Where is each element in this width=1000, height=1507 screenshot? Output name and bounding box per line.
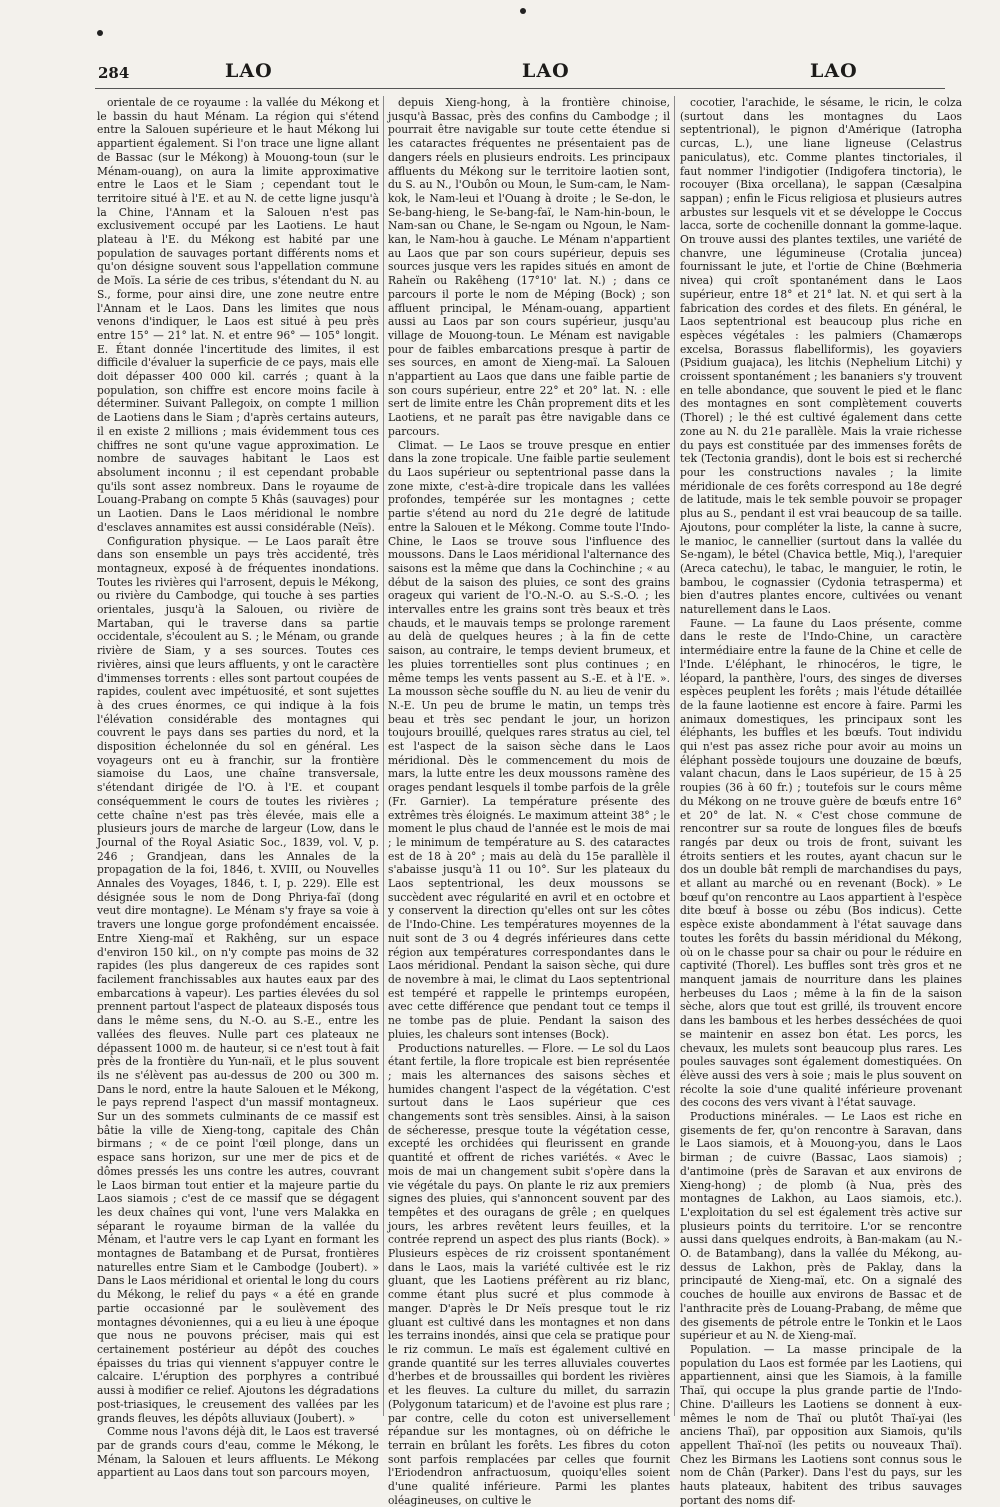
- paragraph: Configuration physique. — Le Laos paraît être dans son ensemble un pays très accidenté, très montagneux, exposé à de fréquentes inondations. Toutes les rivières qui l'arrosent, depuis le Mékong, ou rivière du Cambodge, qui touche à ses parties orientales, jusqu'à la Salouen, ou rivière de Martaban, qui le traverse dans sa partie occidentale, s'écoulent au S. ; le Ménam, ou grande rivière de Siam, y a ses sources. Toutes ces rivières, ainsi que leurs affluents, y ont le caractère d'immenses torrents : elles sont partout coupées de rapides, coulent avec impétuosité, et sont sujettes à des crues énormes, ce qui indique à la fois l'élévation considérable des montagnes qui couvrent le pays dans ses parties du nord, et la disposition échelonnée du sol en général. Les voyageurs ont eu à franchir, sur la frontière siamoise du Laos, une chaîne transversale, s'étendant dirigée de l'O. à l'E. et coupant conséquemment le cours de toutes les rivières ; cette chaîne n'est pas très élevée, mais elle a plusieurs jours de marche de largeur (Low, dans le Journal of the Royal Asiatic Soc., 1839, vol. V, p. 246 ; Grandjean, dans les Annales de la propagation de la foi, 1846, t. XVIII, ou Nouvelles Annales des Voyages, 1846, t. I, p. 229). Elle est désignée sous le nom de Dong Phriya-faï (dong veut dire montagne). Le Ménam s'y fraye sa voie à travers une longue gorge profondément encaissée. Entre Xieng-maï et Rakhêng, sur un espace d'environ 150 kil., on n'y compte pas moins de 32 rapides (les plus dangereux de ces rapides sont facilement franchissables aux hautes eaux par des embarcations à vapeur). Les parties élevées du sol prennent partout l'aspect de plateaux disposés tous dans le même sens, du N.-O. au S.-E., entre les vallées des fleuves. Nulle part ces plateaux ne dépassent 1000 m. de hauteur, si ce n'est tout à fait près de la frontière du Yun-naïi, et le plus souvent ils ne s'élèvent pas au-dessus de 200 ou 300 m. Dans le nord, entre la haute Salouen et le Mékong, le pays reprend l'aspect d'un massif montagneux. Sur un des sommets culminants de ce massif est bâtie la ville de Xieng-tong, capitale des Chân birmans ; « de ce point l'œil plonge, dans un espace sans horizon, sur une mer de pics et de dômes pressés les uns contre les autres, couvrant le Laos birman tout entier et la majeure partie du Laos siamois ; c'est de ce massif que se dégagent les deux chaînes qui vont, l'une vers Malakka en séparant le royaume birman de la vallée du Ménam, et l'autre vers le cap Lyant en formant les montagnes de Batambang et de Pursat, frontières naturelles entre Siam et le Cambodge (Joubert). » Dans le Laos méridional et oriental le long du cours du Mékong, le relief du pays « a été en grande partie occasionné par le soulèvement des montagnes dévoniennes, qui a eu lieu à une époque que nous ne pouvons préciser, mais qui est certainement postérieur au dépôt des couches épaisses du trias qui viennent s'appuyer contre le calcaire. L'éruption des porphyres a contribué aussi à modifier ce relief. Ajoutons les dégradations post-triasiques, le creusement des vallées par les grands fleuves, les dépôts alluviaux (Joubert). »: [97, 534, 379, 1425]
- column-divider: [674, 96, 675, 1416]
- paragraph: Productions naturelles. — Flore. — Le sol du Laos étant fertile, la flore tropicale est bien représentée ; mais les alternances des saisons sèches et humides changent l'aspect de la végétation. C'est surtout dans le Laos supérieur que ces changements sont très sensibles. Ainsi, à la saison de sécheresse, presque toute la végétation cesse, excepté les orchidées qui fleurissent en grande quantité et offrent de riches variétés. « Avec le mois de mai un changement subit s'opère dans la vie végétale du pays. On plante le riz aux premiers signes des pluies, qui s'annoncent souvent par des tempêtes et des ouragans de grêle ; en quelques jours, les arbres revêtent leurs feuilles, et la contrée reprend un aspect des plus riants (Bock). » Plusieurs espèces de riz croissent spontanément dans le Laos, mais la variété cultivée est le riz gluant, que les Laotiens préfèrent au riz blanc, comme étant plus sucré et plus commode à manger. D'après le Dr Neïs presque tout le riz gluant est cultivé dans les montagnes et non dans les terrains inondés, ainsi que cela se pratique pour le riz commun. Le maïs est également cultivé en grande quantité sur les terres alluviales couvertes d'herbes et de broussailles qui bordent les rivières et les fleuves. La culture du millet, du sarrazin (Polygonum tataricum) et de l'avoine est plus rare ; par contre, celle du coton est universellement répandue sur les montagnes, où on défriche le terrain en brûlant les forêts. Les fibres du coton sont parfois remplacées par celles que fournit l'Eriodendron anfractuosum, quoiqu'elles soient d'une qualité inférieure. Parmi les plantes oléagineuses, on cultive le: [388, 1041, 670, 1507]
- ink-dot: [97, 30, 103, 36]
- headword-center: LAO: [522, 60, 570, 82]
- text-column-3: [680, 96, 962, 1507]
- paragraph: depuis Xieng-hong, à la frontière chinoise, jusqu'à Bassac, près des confins du Cambodge ; il pourrait être navigable sur toute cette étendue si les cataractes fréquentes ne présentaient pas de dangers réels en plusieurs endroits. Les principaux affluents du Mékong sur le territoire laotien sont, du S. au N., l'Oubôn ou Moun, le Sum-cam, le Nam-kok, le Nam-leui et l'Ouang à droite ; le Se-don, le Se-bang-hieng, le Se-bang-faï, le Nam-hin-boun, le Nam-san ou Chane, le Se-ngam ou Ngoun, le Nam-kan, le Nam-hou à gauche. Le Ménam n'appartient au Laos que par son cours supérieur, depuis ses sources jusque vers les rapides situés en amont de Raheïn ou Rakêheng (17°10' lat. N.) ; dans ce parcours il porte le nom de Méping (Bock) ; son affluent principal, le Ménam-ouang, appartient aussi au Laos par son cours supérieur, jusqu'au village de Mouong-toun. Le Ménam est navigable pour de faibles embarcations presque à partir de ses sources, en amont de Xieng-maï. La Salouen n'appartient au Laos que dans une faible partie de son cours supérieur, entre 22° et 20° lat. N. : elle sert de limite entre les Chân proprement dits et les Laotiens, et ne paraît pas être navigable dans ce parcours.: [388, 96, 670, 438]
- paragraph: Productions minérales. — Le Laos est riche en gisements de fer, qu'on rencontre à Saravan, dans le Laos siamois, et à Mouong-you, dans le Laos birman ; de cuivre (Bassac, Laos siamois) ; d'antimoine (près de Saravan et aux environs de Xieng-hong) ; de plomb (à Nua, près des montagnes de Lakhon, au Laos siamois, etc.). L'exploitation du sel est également très active sur plusieurs points du territoire. L'or se rencontre aussi dans quelques endroits, à Ban-makam (au N.-O. de Batambang), dans la vallée du Mékong, au-dessus de Lakhon, près de Paklay, dans la principauté de Xieng-maï, etc. On a signalé des couches de houille aux environs de Bassac et de l'anthracite près de Louang-Prabang, de même que des gisements de pétrole entre le Tonkin et le Laos supérieur et au N. de Xieng-maï.: [680, 1110, 962, 1343]
- text-column-2: [388, 96, 670, 1507]
- paragraph: Climat. — Le Laos se trouve presque en entier dans la zone tropicale. Une faible partie seulement du Laos supérieur ou septentrional passe dans la zone mixte, c'est-à-dire tropicale dans les vallées profondes, tempérée sur les montagnes ; cette partie s'étend au nord du 21e degré de latitude entre la Salouen et le Mékong. Comme toute l'Indo-Chine, le Laos se trouve sous l'influence des moussons. Dans le Laos méridional l'alternance des saisons est la même que dans la Cochinchine ; « au début de la saison des pluies, ce sont des grains orageux qui varient de l'O.-N.-O. au S.-S.-O. ; les intervalles entre les grains sont très beaux et très chauds, et le mauvais temps se prolonge rarement au delà de quelques heures ; à la fin de cette saison, au contraire, le temps devient brumeux, et les pluies torrentielles sont plus continues ; en même temps les vents passent au S.-E. et à l'E. ». La mousson sèche souffle du N. au lieu de venir du N.-E. Un peu de brume le matin, un temps très beau et très sec pendant le jour, un horizon toujours brouillé, quelques rares stratus au ciel, tel est l'aspect de la saison sèche dans le Laos méridional. Dès le commencement du mois de mars, la lutte entre les deux moussons ramène des orages pendant lesquels il tombe parfois de la grêle (Fr. Garnier). La température présente des extrêmes très éloignés. Le maximum atteint 38° ; le moment le plus chaud de l'année est le mois de mai ; le minimum de température au S. des cataractes est de 18 à 20° ; mais au delà du 15e parallèle il s'abaisse jusqu'à 11 ou 10°. Sur les plateaux du Laos septentrional, les deux moussons se succèdent avec régularité en avril et en octobre et y conservent la direction qu'elles ont sur les côtes de l'Indo-Chine. Les températures moyennes de la nuit sont de 3 ou 4 degrés inférieures dans cette région aux températures correspondantes dans le Laos méridional. Pendant la saison sèche, qui dure de novembre à mai, le climat du Laos septentrional est tempéré et rappelle le printemps européen, avec cette différence que pendant tout ce temps il ne tombe pas de pluie. Pendant la saison des pluies, les chaleurs sont intenses (Bock).: [388, 438, 670, 1041]
- paragraph: Comme nous l'avons déjà dit, le Laos est traversé par de grands cours d'eau, comme le Mékong, le Ménam, la Salouen et leurs affluents. Le Mékong appartient au Laos dans tout son parcours moyen,: [97, 1425, 379, 1480]
- column-divider: [383, 96, 384, 1416]
- header-rule: [95, 88, 945, 89]
- running-header: [80, 58, 940, 88]
- paragraph: orientale de ce royaume : la vallée du Mékong et le bassin du haut Ménam. La région qui s'étend entre la Salouen supérieure et le haut Mékong lui appartient également. Si l'on trace une ligne allant de Bassac (sur le Mékong) à Mouong-toun (sur le Ménam-ouang), on aura la limite approximative entre le Laos et le Siam ; cependant tout le territoire situé à l'E. et au N. de cette ligne jusqu'à la Chine, l'Annam et la Salouen n'est pas exclusivement occupé par les Laotiens. Le haut plateau à l'E. du Mékong est habité par une population de sauvages portant différents noms et qu'on désigne souvent sous l'appellation commune de Moïs. La série de ces tribus, s'étendant du N. au S., forme, pour ainsi dire, une zone neutre entre l'Annam et le Laos. Dans les limites que nous venons d'indiquer, le Laos est situé à peu près entre 15° — 21° lat. N. et entre 96° — 105° longit. E. Étant donnée l'incertitude des limites, il est difficile d'évaluer la superficie de ce pays, mais elle doit dépasser 400 000 kil. carrés ; quant à la population, son chiffre est encore moins facile à déterminer. Suivant Pallegoix, on compte 1 million de Laotiens dans le Siam ; d'après certains auteurs, il en existe 2 millions ; mais évidemment tous ces chiffres ne sont qu'une vague approximation. Le nombre de sauvages habitant le Laos est absolument inconnu ; il est cependant probable qu'ils sont assez nombreux. Dans le royaume de Louang-Prabang on compte 5 Khâs (sauvages) pour un Laotien. Dans le Laos méridional le nombre d'esclaves annamites est aussi considérable (Neïs).: [97, 96, 379, 534]
- paragraph: Population. — La masse principale de la population du Laos est formée par les Laotiens, qui appartiennent, ainsi que les Siamois, à la famille Thaï, qui occupe la plus grande partie de l'Indo-Chine. D'ailleurs les Laotiens se donnent à eux-mêmes le nom de Thaï ou plutôt Thaï-yai (les anciens Thaï), par opposition aux Siamois, qu'ils appellent Thaï-noï (les petits ou nouveaux Thaï). Chez les Birmans les Laotiens sont connus sous le nom de Chân (Parker). Dans l'est du pays, sur les hauts plateaux, habitent des tribus sauvages portant des noms dif-: [680, 1342, 962, 1507]
- ink-dot: [520, 8, 526, 14]
- paragraph: Faune. — La faune du Laos présente, comme dans le reste de l'Indo-Chine, un caractère intermédiaire entre la faune de la Chine et celle de l'Inde. L'éléphant, le rhinocéros, le tigre, le léopard, la panthère, l'ours, des singes de diverses espèces peuplent les forêts ; mais l'étude détaillée de la faune laotienne est encore à faire. Parmi les animaux domestiques, les principaux sont les éléphants, les buffles et les bœufs. Tout individu qui n'est pas assez riche pour avoir au moins un éléphant possède toujours une douzaine de bœufs, valant chacun, dans le Laos supérieur, de 15 à 25 roupies (36 à 60 fr.) ; toutefois sur le cours même du Mékong on ne trouve guère de bœufs entre 16° et 20° de lat. N. « C'est chose commune de rencontrer sur sa route de longues files de bœufs rangés par deux ou trois de front, suivant les étroits sentiers et les routes, ayant chacun sur le dos un double bât rempli de marchandises du pays, et allant au marché ou en revenant (Bock). » Le bœuf qu'on rencontre au Laos appartient à l'espèce dite bœuf à bosse ou zébu (Bos indicus). Cette espèce existe abondamment à l'état sauvage dans toutes les forêts du bassin méridional du Mékong, où on le chasse pour sa chair ou pour le réduire en captivité (Thorel). Les buffles sont très gros et ne manquent jamais de nourriture dans les plaines herbeuses du Laos ; même à la fin de la saison sèche, alors que tout est grillé, ils trouvent encore dans les bambous et les herbes desséchées de quoi se maintenir en assez bon état. Les porcs, les chevaux, les mulets sont beaucoup plus rares. Les poules sauvages sont également domestiquées. On élève aussi des vers à soie ; mais le plus souvent on récolte la soie d'une qualité inférieure provenant des cocons des vers vivant à l'état sauvage.: [680, 616, 962, 1110]
- page-number: 284: [98, 64, 130, 82]
- paragraph: cocotier, l'arachide, le sésame, le ricin, le colza (surtout dans les montagnes du Laos septentrional), le pignon d'Amérique (Iatropha curcas, L.), une liane ligneuse (Celastrus paniculatus), etc. Comme plantes tinctoriales, il faut nommer l'indigotier (Indigofera tinctoria), le rocouyer (Bixa orcellana), le sappan (Cæsalpina sappan) ; enfin le Ficus religiosa et plusieurs autres arbustes sur lesquels vit et se développe le Coccus lacca, sorte de cochenille donnant la gomme-laque. On trouve aussi des plantes textiles, une variété de chanvre, une légumineuse (Crotalia juncea) fournissant le jute, et l'ortie de Chine (Bœhmeria nivea) qui croît spontanément dans le Laos supérieur, entre 18° et 21° lat. N. et qui sert à la fabrication des cordes et des filets. En général, le Laos septentrional est beaucoup plus riche en espèces végétales : les palmiers (Chamærops excelsa, Borassus flabelliformis), les goyaviers (Psidium guajaca), les litchis (Nephelium Litchi) y croissent spontanément ; les bananiers s'y trouvent en telle abondance, que souvent le pied et le flanc des montagnes en sont complètement couverts (Thorel) ; le thé est cultivé également dans cette zone au N. du 21e parallèle. Mais la vraie richesse du pays est constituée par des immenses forêts de tek (Tectonia grandis), dont le bois est si recherché pour les constructions navales ; la limite méridionale de ces forêts correspond au 18e degré de latitude, mais le tek semble pouvoir se propager plus au S., pendant il est vrai beaucoup de sa taille. Ajoutons, pour compléter la liste, la canne à sucre, le manioc, le cannellier (surtout dans la vallée du Se-ngam), le bétel (Chavica bettle, Miq.), l'arequier (Areca catechu), le tabac, le manguier, le rotin, le bambou, le cognassier (Cydonia tetrasperma) et bien d'autres plantes encore, cultivées ou venant naturellement dans le Laos.: [680, 96, 962, 617]
- headword-left: LAO: [225, 60, 273, 82]
- headword-right: LAO: [810, 60, 858, 82]
- text-column-1: [97, 96, 379, 1480]
